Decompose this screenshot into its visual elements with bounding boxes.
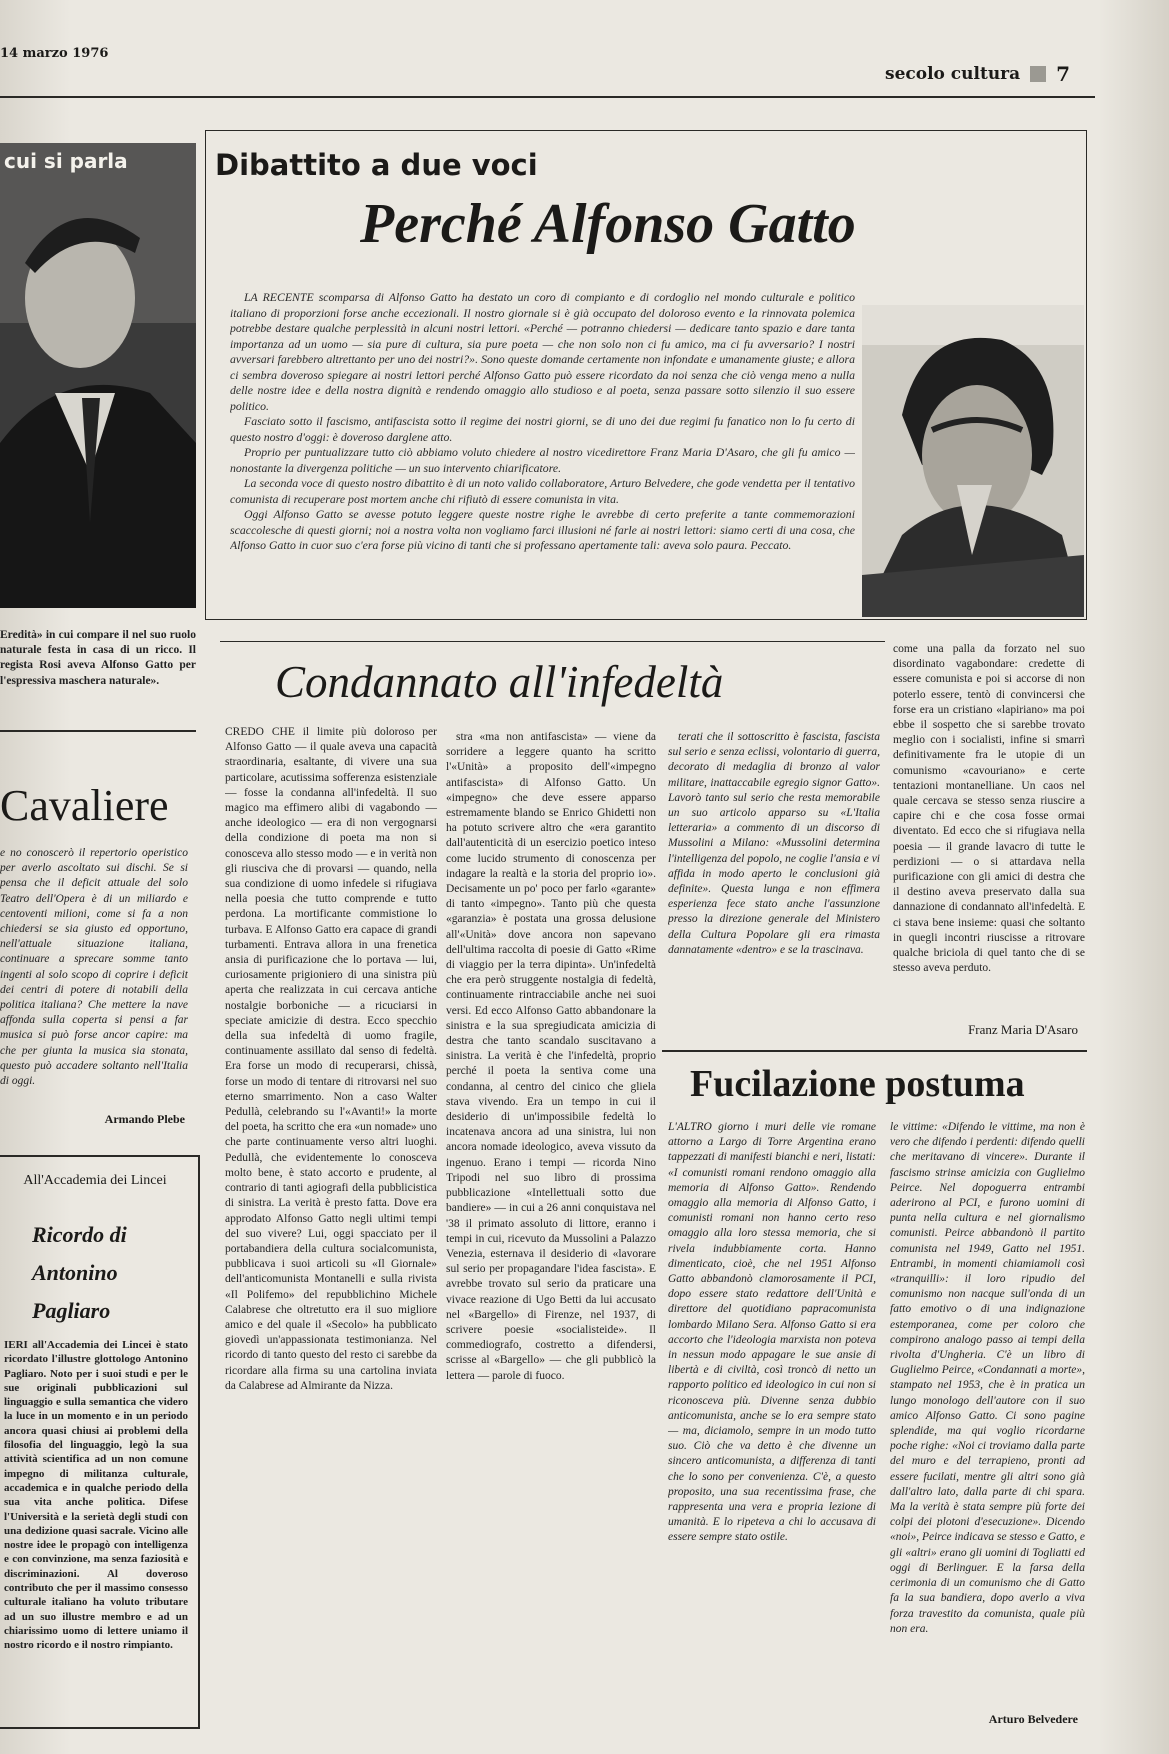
photo-kicker: cui si parla: [4, 149, 128, 173]
accademia-kicker: All'Accademia dei Lincei: [23, 1173, 167, 1188]
article2-col1-text: L'ALTRO giorno i muri delle vie romane attorno a Largo di Torre Argentina erano tappezzati di manifesti bianchi e neri, listati: «I comunisti romani rendono omaggio alla memoria di Alfonso Gatto». Rendendo omaggio alla memoria di Alfonso Gatto, i comunisti romani non hanno certo reso omaggio alla loro stessa memoria, che si rivela indubbiamente corta. Hanno dimenticato, cioè, che nel 1951 Alfonso Gatto abbandonò clamorosamente il PCI, dopo essere stato redattore dell'Unità e direttore del quotidiano papracomunista lombardo Milano Sera. Alfonso Gatto si era accorto che l'ideologia marxista non poteva in nessun modo appagare le sue ansie di libertà e di civiltà, così troncò di netto un rapporto politico ed ideologico in cui non si riconosceva più. Divenne senza dubbio anticomunista, anche se lo era sempre stato — ma, diciamolo, sempre in un modo tutto suo. Ciò che va detto è che divenne un sincero anticomunista, a differenza di tanti che lo sono per convenienza. C'è, a questo proposito, una sua recentissima frase, che rappresenta una vera e propria lezione di umanità. E lo ripeteva a chi lo accusava di essere sempre stato ostile.: [668, 1121, 876, 1544]
article1-top-rule: [220, 641, 885, 642]
article1-col4-text: come una palla da forzato nel suo disordinato vagabondare: credette di essere comunista e poi si accorse di non poterlo essere, tentò di convincersi che forse era un cristiano «lapiriano» ma poi ebbe il sospetto che si sarebbe trovato meglio con i socialisti, infine si smarrì definitivamente fra le utopie di un comunismo «cavouriano» e certe tentazioni montanelliane. Un caos nel quale cercava se stesso senza riuscire a capire chi e che cosa fosse ormai diventato. Ed ecco che si rifugiava nella poesia — il grande lavacro di tutte le perdizioni — o si attardava nella purificazione con gli amici di destra che il destino aveva preservato dalla sua dannazione di condannato all'infedeltà. E ci stava bene insieme: quasi che soltanto in quegli incontri riuscisse a ritrovare qualche briciola di quel tanto che di se stesso aveva perduto.: [893, 643, 1085, 975]
article1-column-3: [668, 730, 880, 1030]
issue-date: 14 marzo 1976: [0, 46, 109, 61]
feature-intro: [230, 290, 855, 616]
accademia-body: IERI all'Accademia dei Lincei è stato ricordato l'illustre glottologo Antonino Pagliaro. Noto per i suoi studi e per le sue originali pubblicazioni sul linguaggio e sulla semantica che videro la luce in un momento e in un periodo ancora quasi chiusi ai problemi della filosofia del linguaggio, legò la sua attività scientifica ad un non comune impegno di militanza culturale, accademica e in qualche periodo della sua vita anche politica. Difese l'Università e la serietà degli studi con una dedizione quasi sacrale. Vicino alle nostre idee le propagò con intelligenza e con convinzione, ma senza faziosità e discriminazioni. Al doveroso contributo che per il massimo consesso culturale italiano ha voluto tributare ad un suo illustre membro e ad un chiarissimo uomo di lettere uniamo il nostro ricordo e il nostro rimpianto.: [4, 1339, 188, 1652]
article1-col1-text: CREDO CHE il limite più doloroso per Alfonso Gatto — il quale aveva una capacità straordinaria, esaltante, di vivere una sua particolare, acutissima sofferenza esistenziale — fosse la condanna all'infedeltà. Il suo magico ma effimero alibi di vagabondo — anche ideologico — era di non vergognarsi della condizione di poeta ma non si conosceva allo stesso modo — e in verità non gli riusciva che di provarsi — quando, nella sua condizione di uomo infedele si rifugiava nella poesia che tutto comprende e tutto perdona. La mortificante commistione lo turbava. E Alfonso Gatto era capace di grandi turbamenti. Entrava allora in una frenetica ansia di purificazione che lo portava — lui, curiosamente prigioniero di una sinistra più aperta che realizzata in cui cercava antiche nostalgie borboniche — a ricuciarsi in speciate amicizie di destra. Ecco specchio della sua infedeltà di uomo fragile, continuamente assillato dal senso di fedeltà. Era forse un modo di recuperarsi, chissà, forse un modo di tentare di ritrovarsi nel suo eterno smarrimento. Non a caso Walter Pedullà, celebrando su l'«Avanti!» la morte del poeta, ha scritto che era «un nomade» uno che parte continuamente verso altri luoghi. Pedullà, che evidentemente lo conosceva molto bene, è stato accorto e prudente, al contrario di tanti agiografi della pubblicistica di sinistra. La verità è presto fatta. Dove era approdato Alfonso Gatto negli ultimi tempi del suo vivere? Lui, oggi spacciato per il portabandiera della cultura socialcomunista, pubblicava i suoi articoli su «Il Giornale» dell'anticomunista Montanelli e sulla rivista «Il Polifemo» del repubblichino Michele Calabrese che oltretutto era il suo migliore amico e del quale il «Secolo» ha pubblicato giovedì un'appassionata testimonianza. Nel ricordo di tanto questo del resto ci sarebbe da ricordare alla firma su una cartolina inviata da Calabrese ad Almirante da Nizza.: [225, 726, 437, 1392]
cavaliere-author: Armando Plebe: [104, 1112, 185, 1126]
intro-paragraph-2: Fasciato sotto il fascismo, antifascista sotto il regime dei nostri giorni, se di uno dei due regimi fu fanatico non lo fu certo di questo nostro d'oggi: è doveroso darglene atto.: [230, 414, 855, 444]
header-rule: [0, 96, 1095, 98]
feature-title: Perché Alfonso Gatto: [360, 193, 856, 255]
article2-top-rule: [662, 1050, 1087, 1052]
photo-caption: Eredità» in cui compare il nel suo ruolo naturale festa in casa di un ricco. Il regista Rosi aveva Alfonso Gatto per l'espressiva maschera naturale».: [0, 629, 196, 687]
accademia-title-2: Antonino: [32, 1260, 118, 1285]
article1-author: Franz Maria D'Asaro: [968, 1022, 1078, 1037]
section-name: secolo cultura: [885, 64, 1021, 84]
feature-kicker: Dibattito a due voci: [215, 148, 538, 182]
intro-paragraph-3: Proprio per puntualizzare tutto ciò abbiamo voluto chiedere al nostro vicedirettore Franz Maria D'Asaro, che gli fu amico — nonostante la divergenza politiche — un suo intervento chiarificatore.: [230, 445, 855, 475]
article1-column-1: [225, 725, 437, 1725]
gatto-portrait-photo: [862, 305, 1084, 617]
article2-column-1: [668, 1120, 876, 1725]
article1-col2-text: stra «ma non antifascista» — viene da sorridere a leggere quanto ha scritto l'«Unità» a proposito dell'«impegno antifascista» di Alfonso Gatto. Un «impegno» che deve essere apparso estremamente blando se Enrico Ghidetti non ha potuto scrivere altro che «era garantito dall'autenticità di un esercizio poetico inteso come lucido strumento di conoscenza per indagare la realtà e la storia del proprio io». Decisamente un po' poco per farlo «garante» di tanto «impegno». Tanto più che questa «garanzia» è postata una grossa delusione all'«Unità» dove ancora non sapevano dell'ultima raccolta di poesie di Gatto «Rime di viaggio per la terra dipinta». Un'infedeltà che era però struggente nostalgia di fedeltà, continuamente rintracciabile anche nei suoi versi. Ed ecco Alfonso Gatto abbandonare la sinistra e la sua spregiudicata amicizia di destra che tanto scandalo suscitavano a sinistra. La verità è che l'infedeltà, proprio perché il poeta la sentiva come una condanna, al centro del cinico che gliela stava vivendo. Era un tempo in cui il desiderio di un'impossibile fedeltà lo incatenava ancora ad una sinistra, lui non ancora nomade ideologico, aveva vissuto da ingenuo. Erano i tempi — ricorda Nino Tripodi nel suo libro di prossima pubblicazione «Intellettuali sotto due bandiere» — in cui a 26 anni conquistava nel '38 il primato assoluto di littore, eranno i tempi in cui, ricevuto da Mussolini a Palazzo Venezia, esternava il desiderio di «lavorare sul serio per propagandare l'idea fascista». E avrebbe trovato sul serio da praticare una vivace reazione di Ugo Betti da lui accusato nel «Bargello» di Firenze, nel 1937, di scrivere poesie «socialisteide». Il commediografo, costretto a difendersi, scrisse al «Bargello» — che gli pubblicò la lettera — parole di fuoco.: [446, 731, 656, 1382]
article2-column-2: [890, 1120, 1085, 1710]
article1-column-2: [446, 730, 656, 1725]
article2-title: Fucilazione postuma: [690, 1063, 1025, 1105]
article2-col2-text: le vittime: «Difendo le vittime, ma non è vero che difendo i perdenti: difendo quelli che meritavano di vincere». Durante il fascismo strinse amicizia con Guglielmo Peirce. Nel dopoguerra entrambi aderirono al PCI, e furono uomini di punta nella cultura e nel giornalismo comunisti. Peirce abbandonò il partito comunista nel 1949, Gatto nel 1951. Entrambi, in momenti chiamiamoli così «tranquilli»: il loro ripudio del comunismo non nacque sull'onda di un fatto emotivo o di una indignazione estemporanea, come per coloro che compirono analogo passo ai tempi della rivolta d'Ungheria. C'è un libro di Guglielmo Peirce, «Condannati a morte», stampato nel 1953, che è in pratica un lungo monologo dell'autore con il suo amico Alfonso Gatto. Ci sono pagine splendide, ma qui voglio ricordarne poche righe: «Noi ci troviamo dalla parte del muro e del terrapieno, pronti ad essere fucilati, mentre gli altri sono già dall'altro lato, dalla parte di chi spara. Ma la verità è stata sempre più forte dei colpi dei plotoni d'esecuzione». Dicendo «noi», Peirce indicava se stesso e Gatto, e gli «altri» erano gli uomini di Togliatti ed oggi di Berlinguer. E la farsa della cerimonia di un comunismo che di Gatto fa la sua bandiera, dopo averlo a viva forza travestito da comunista, quale più non era.: [890, 1121, 1085, 1635]
intro-paragraph-5: Oggi Alfonso Gatto se avesse potuto leggere queste nostre righe le avrebbe di certo preferite a tante commemorazioni scaccolesche di questi giorni; noi a nostra volta non vogliamo farci illusioni né farle ai nostri lettori: siamo certi di una cosa, che Alfonso Gatto in cuor suo c'era forse più vicino di tanti che si professano apertamente tali: aveva solo paura. Peccato.: [230, 507, 855, 552]
cavaliere-title: Cavaliere: [0, 781, 169, 830]
article2-author: Arturo Belvedere: [988, 1712, 1078, 1726]
article1-column-4: [893, 642, 1085, 1017]
page-header-right: [885, 62, 1070, 86]
article1-col3-text: terati che il sottoscritto è fascista, fascista sul serio e senza eclissi, volontario di guerra, decorato di medaglia di bronzo al valor militare, inattaccabile egregio signor Gatto». Lavorò tanto sul serio che resta memorabile un suo articolo apparso su «L'Italia letteraria» a commento di un discorso di Mussolini a Milano: «Mussolini determina l'intelligenza del popolo, ne coglie l'ansia e vi affida in modo aperto le conclusioni già definite». Questa lunga e non effimera esperienza fece stato anche l'assunzione presso la direzione generale del Ministero della Cultura Popolare gli era rimasta dannatamente «dentro» e se la trascinava.: [668, 731, 880, 956]
section-marker-square: [1030, 66, 1046, 82]
intro-paragraph-4: La seconda voce di questo nostro dibattito è di un noto valido collaboratore, Arturo Belvedere, che gode vendetta per il tentativo comunista di recuperare post mortem anche chi rifiutò di essere comunista in vita.: [230, 476, 855, 506]
article1-title: Condannato all'infedeltà: [275, 657, 724, 707]
cavaliere-body: e no conoscerò il repertorio operistico per averlo ascoltato sui dischi. Se si pensa che il deficit attuale del solo Teatro dell'Opera è di un miliardo e centoventi milioni, come si fa a non chiedersi se sia giusto ed opportuno, nell'attuale situazione italiana, continuare a sprecare somme tanto ingenti al solo scopo di coprire i deficit dei centri di potere di notabili della politica italiana? Che mettere la nave affonda sulla coperta si pensi a far musica si può forse ancor capire: ma che per giunta la musica sia stonata, questo può accadere soltanto nell'Italia di oggi.: [0, 847, 188, 1088]
page-number: 7: [1056, 62, 1071, 86]
portrait-photo-left: [0, 143, 196, 608]
accademia-title-3: Pagliaro: [32, 1298, 111, 1323]
caption-rule: [0, 730, 196, 732]
accademia-title-1: Ricordo di: [32, 1222, 127, 1247]
intro-paragraph-1: LA RECENTE scomparsa di Alfonso Gatto ha destato un coro di compianto e di cordoglio nel mondo culturale e politico italiano di proporzioni forse anche eccezionali. Il nostro giornale si è già occupato del doloroso evento e la rinnovata polemica potrebbe destare qualche perplessità in alcuni nostri lettori. «Perché — potranno chiedersi — dedicare tanto spazio e dare tanta importanza ad un uomo — sia pure di cultura, sia pure poeta — che non solo non ci fu amico, ma ci fu avversario? I nostri avversari farebbero altrettanto per uno dei nostri?». Sono queste domande certamente non infondate e umanamente giuste; e allora ci sembra doveroso spiegare ai nostri lettori perché Alfonso Gatto può essere ricordato da noi senza che ciò venga meno a nulla delle nostre idee e della nostra dignità e rendendo omaggio allo studioso e al poeta, senza passare sotto silenzio il suo essere politico.: [230, 290, 855, 413]
